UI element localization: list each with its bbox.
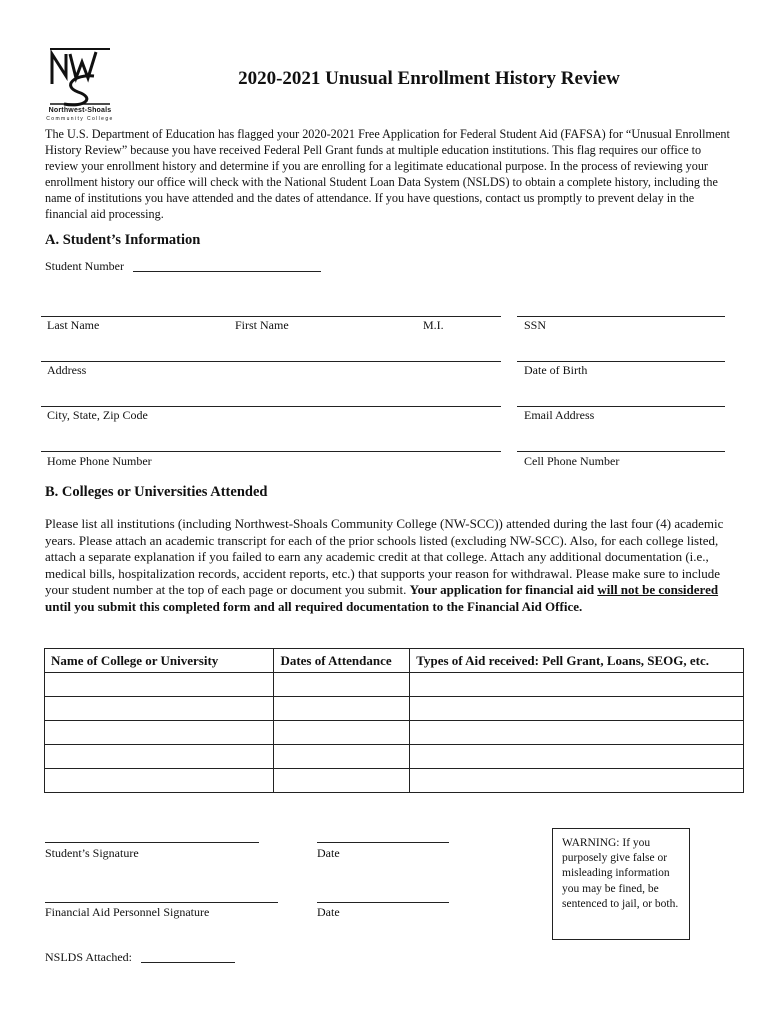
table-cell[interactable] bbox=[410, 745, 744, 769]
table-header-row bbox=[45, 649, 744, 673]
student-number-label: Student Number bbox=[45, 259, 124, 273]
date-line-1[interactable] bbox=[317, 842, 449, 843]
date-label-1: Date bbox=[317, 846, 340, 860]
table-cell[interactable] bbox=[45, 769, 274, 793]
table-cell[interactable] bbox=[45, 673, 274, 697]
logo-name: Northwest-Shoals bbox=[48, 107, 112, 114]
address-label: Address bbox=[47, 363, 87, 377]
instructions-text: Please list all institutions (including Northwest-Shoals Community College (NW-SCC)) attended during the last four (4) academic years. Please attach an academic transcript for each of the prior schools listed (excluding NW-SCC). Also, for each college listed, attach a separate explanation if you failed to earn any academic credit at that college. Attach any additional documentation (i.e., medical bills, hospitalization records, accident reports, etc.) that supports your reason for withdrawal. Please make sure to include your student number at the top of each page or document you submit. bbox=[45, 516, 724, 598]
nslds-line[interactable] bbox=[141, 962, 235, 963]
table-cell[interactable] bbox=[410, 697, 744, 721]
email-line[interactable] bbox=[517, 406, 725, 407]
col-header-college: Name of College or University bbox=[45, 649, 274, 673]
name-line[interactable] bbox=[41, 316, 501, 317]
intro-paragraph: The U.S. Department of Education has flagged your 2020-2021 Free Application for Federal Student Aid (FAFSA) for “Unusual Enrollment History Review” because you have received Federal Pell Grant funds at multiple education institutions. This flag requires our office to review your enrollment history and determine if you are enrolling for a legitimate educational purpose. In the process of reviewing your enrollment history our office will check with the National Student Loan Data System (NSLDS) to obtain a complete history, including the name of institutions you have attended and the dates of attendance. If you have questions, contact us promptly to prevent delay in the financial aid processing. bbox=[45, 127, 730, 221]
section-b-heading: B. Colleges or Universities Attended bbox=[45, 484, 268, 500]
home-phone-label: Home Phone Number bbox=[47, 454, 152, 468]
section-a-heading: A. Student’s Information bbox=[45, 232, 201, 248]
student-signature-line[interactable] bbox=[45, 842, 259, 843]
table-cell[interactable] bbox=[410, 769, 744, 793]
table-cell[interactable] bbox=[410, 673, 744, 697]
last-name-label: Last Name bbox=[47, 318, 100, 332]
email-label: Email Address bbox=[524, 408, 595, 422]
col-header-aid: Types of Aid received: Pell Grant, Loans, SEOG, etc. bbox=[410, 649, 744, 673]
table-row bbox=[45, 745, 744, 769]
warning-text-2: until you submit this completed form and all required documentation to the Financial Aid Office. bbox=[45, 598, 583, 614]
cell-phone-label: Cell Phone Number bbox=[524, 454, 620, 468]
first-name-label: First Name bbox=[235, 318, 289, 332]
ssn-line[interactable] bbox=[517, 316, 725, 317]
warning-text-underline: will not be considered bbox=[597, 582, 719, 598]
table-cell[interactable] bbox=[410, 721, 744, 745]
student-signature-label: Student’s Signature bbox=[45, 846, 139, 860]
table-cell[interactable] bbox=[274, 697, 410, 721]
instructions-paragraph bbox=[45, 516, 735, 616]
table-cell[interactable] bbox=[274, 769, 410, 793]
logo-subtitle: Community College bbox=[46, 116, 114, 122]
colleges-table bbox=[44, 648, 744, 793]
table-row bbox=[45, 697, 744, 721]
date-label-2: Date bbox=[317, 905, 340, 919]
student-number-field[interactable] bbox=[133, 271, 321, 272]
table-cell[interactable] bbox=[45, 721, 274, 745]
table-cell[interactable] bbox=[274, 745, 410, 769]
cell-phone-line[interactable] bbox=[517, 451, 725, 452]
col-header-dates: Dates of Attendance bbox=[274, 649, 410, 673]
table-row bbox=[45, 721, 744, 745]
mi-label: M.I. bbox=[423, 318, 444, 332]
home-phone-line[interactable] bbox=[41, 451, 501, 452]
dob-line[interactable] bbox=[517, 361, 725, 362]
table-row bbox=[45, 673, 744, 697]
personnel-signature-label: Financial Aid Personnel Signature bbox=[45, 905, 210, 919]
nslds-label: NSLDS Attached: bbox=[45, 950, 132, 964]
table-cell[interactable] bbox=[274, 721, 410, 745]
document-title: 2020-2021 Unusual Enrollment History Review bbox=[238, 68, 620, 89]
table-cell[interactable] bbox=[45, 697, 274, 721]
table-cell[interactable] bbox=[45, 745, 274, 769]
personnel-signature-line[interactable] bbox=[45, 902, 278, 903]
warning-box: WARNING: If you purposely give false or misleading information you may be fined, be sentenced to jail, or both. bbox=[552, 828, 690, 940]
city-label: City, State, Zip Code bbox=[47, 408, 148, 422]
ssn-label: SSN bbox=[524, 318, 547, 332]
date-line-2[interactable] bbox=[317, 902, 449, 903]
dob-label: Date of Birth bbox=[524, 363, 588, 377]
warning-text-1: Your application for financial aid bbox=[409, 582, 598, 598]
address-line[interactable] bbox=[41, 361, 501, 362]
table-row bbox=[45, 769, 744, 793]
city-line[interactable] bbox=[41, 406, 501, 407]
table-cell[interactable] bbox=[274, 673, 410, 697]
